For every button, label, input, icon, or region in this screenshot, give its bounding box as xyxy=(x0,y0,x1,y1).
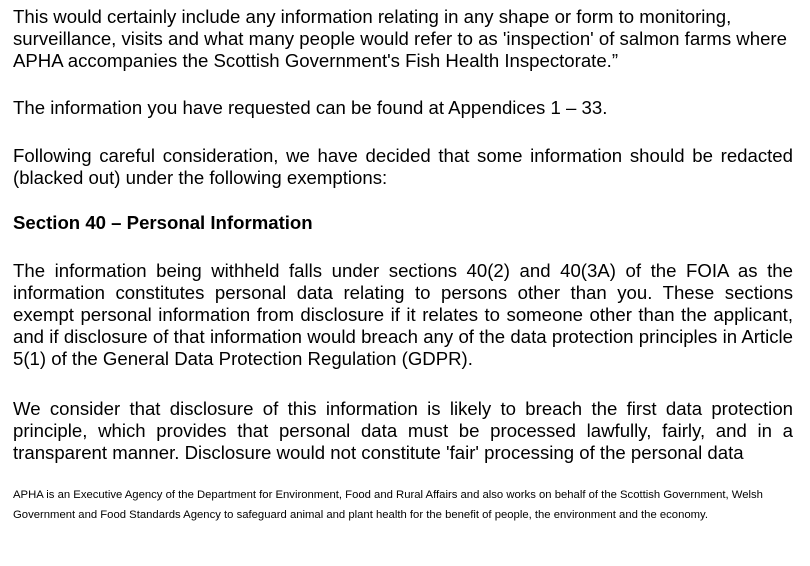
appendices-paragraph: The information you have requested can be found at Appendices 1 – 33. xyxy=(13,97,608,118)
quote-continuation-paragraph: This would certainly include any information relating in any shape or form to monitoring, surveillance, visits and what many people would refer to as 'inspection' of salmon farms where APHA accompanies the Scottish Government's Fish Health Inspectorate.” xyxy=(13,6,787,71)
section-40-body-paragraph: The information being withheld falls under sections 40(2) and 40(3A) of the FOIA as the information constitutes personal data relating to persons other than you. These sections exempt personal information from disclosure if it relates to someone other than the applicant, and if disclosure of that information would breach any of the data protection principles in Article 5(1) of the General Data Protection Regulation (GDPR). xyxy=(13,260,793,369)
section-40-heading: Section 40 – Personal Information xyxy=(13,212,313,233)
redaction-intro-paragraph: Following careful consideration, we have decided that some information should be redacted (blacked out) under the following exemptions: xyxy=(13,145,793,188)
agency-footer: APHA is an Executive Agency of the Department for Environment, Food and Rural Affairs and also works on behalf of the Scottish Government, Welsh Government and Food Standards Agency to safeguard animal and plant health for the benefit of people, the environment and the economy. xyxy=(13,489,763,521)
consideration-paragraph: We consider that disclosure of this information is likely to breach the first data protection principle, which provides that personal data must be processed lawfully, fairly, and in a transparent manner. Disclosure would not constitute 'fair' processing of the personal data xyxy=(13,398,793,463)
